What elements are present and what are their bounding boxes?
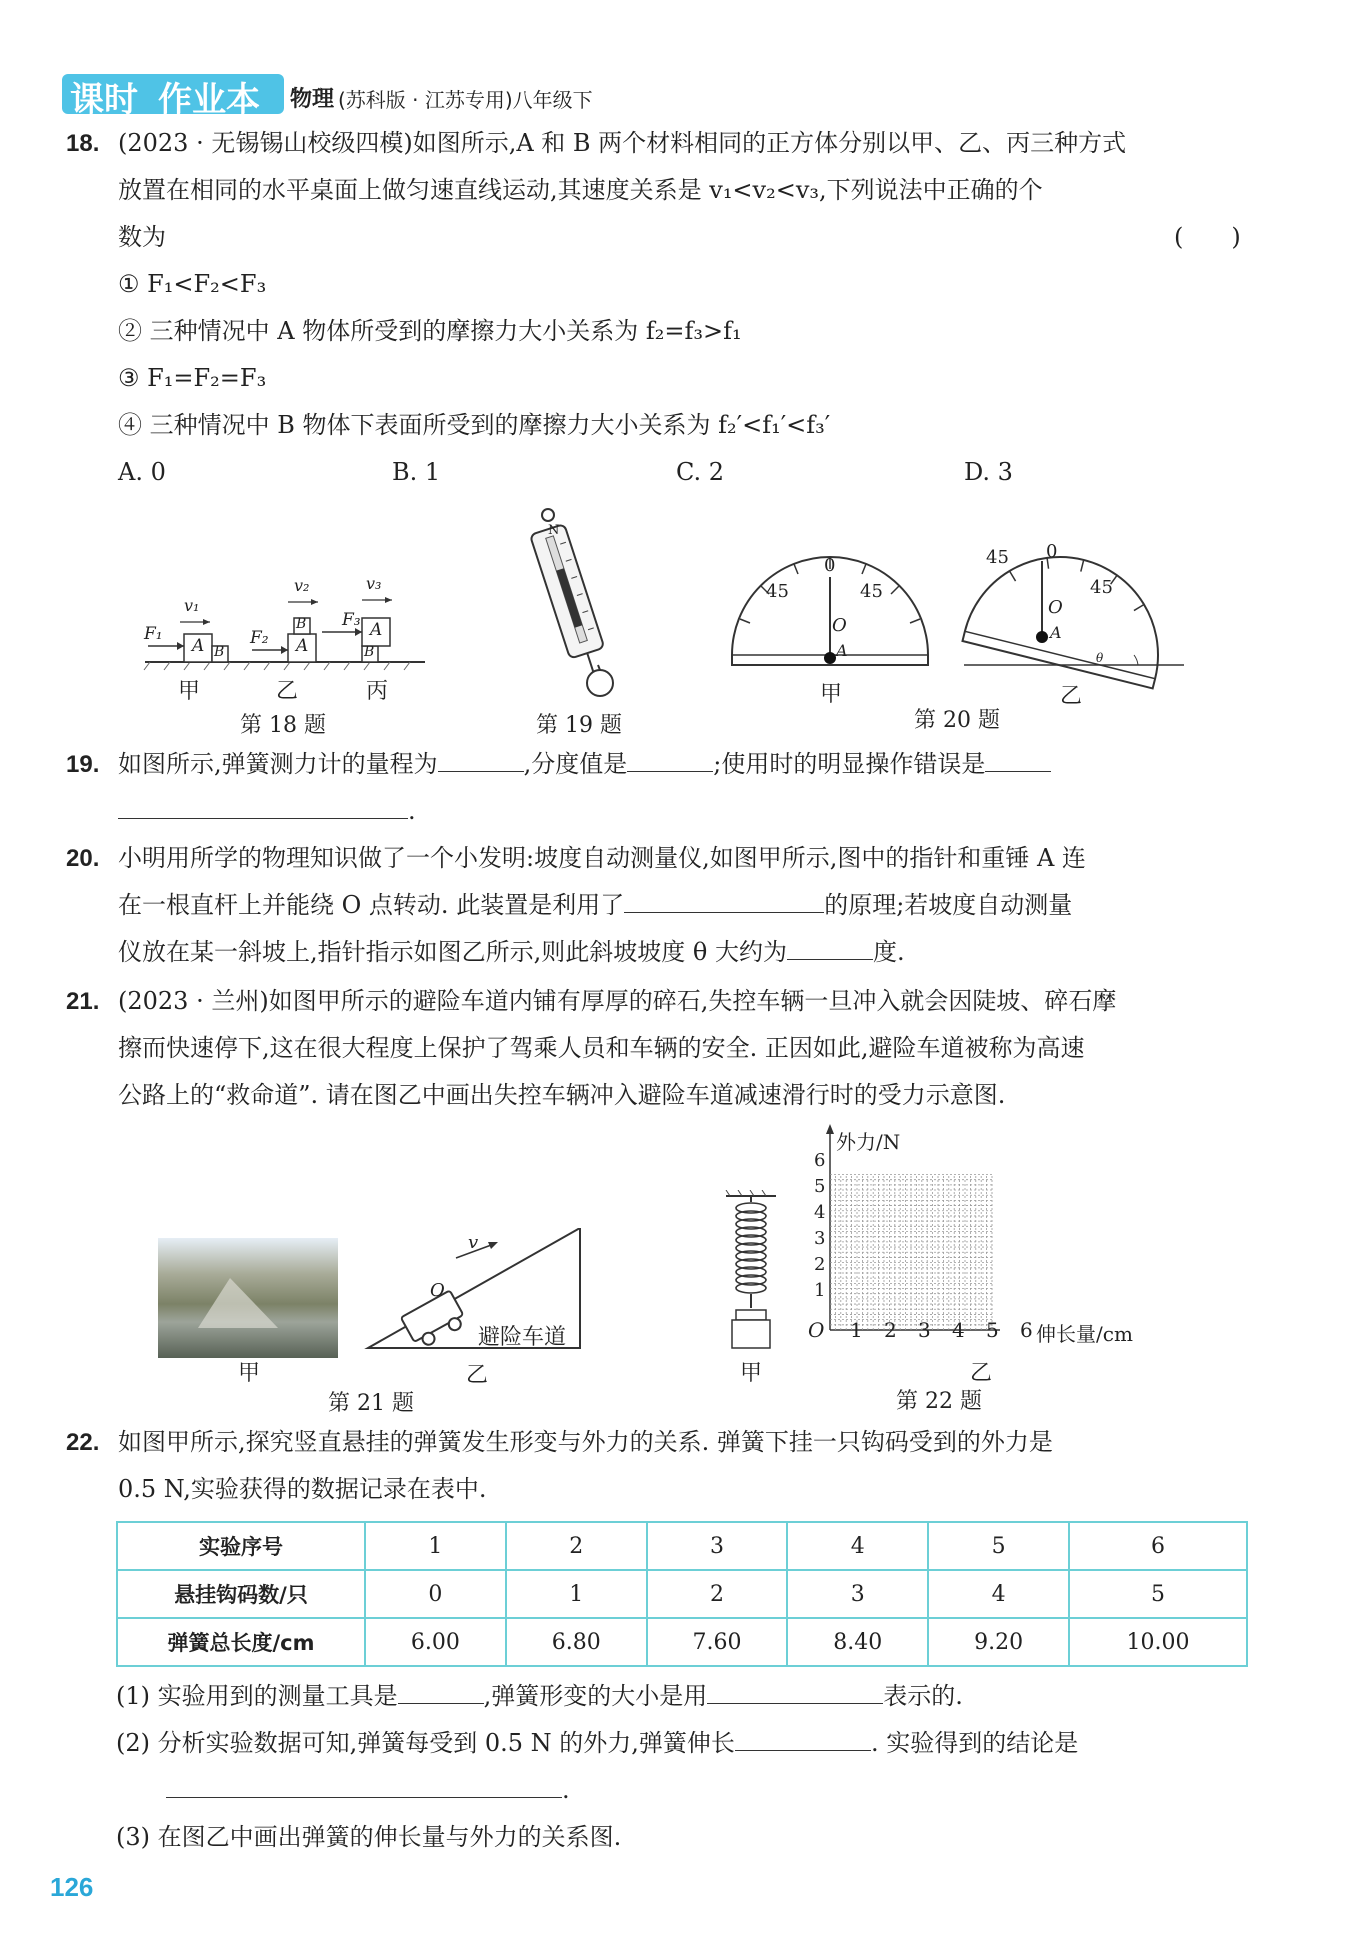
text-segment: 度. — [872, 938, 905, 966]
table-cell: 7.60 — [647, 1618, 788, 1666]
y-tick-label: 4 — [814, 1202, 826, 1223]
y-tick-label: 2 — [814, 1254, 826, 1275]
force-label-2: F₂ — [250, 628, 269, 648]
sub-label-jia: 甲 — [238, 1361, 261, 1386]
text-segment: (2) 分析实验数据可知,弹簧每受到 0.5 N 的外力,弹簧伸长 — [116, 1729, 735, 1757]
force-label-3: F₃ — [342, 610, 361, 630]
text-segment: (1) 实验用到的测量工具是 — [116, 1682, 398, 1710]
angle-45-right-2: 45 — [1090, 577, 1113, 598]
question-number: 21. — [66, 988, 100, 1015]
part-3: (3) 在图乙中画出弹簧的伸长量与外力的关系图. — [116, 1823, 622, 1851]
table-cell: 6.00 — [365, 1618, 506, 1666]
text-segment: 仪放在某一斜坡上,指针指示如图乙所示,则此斜坡坡度 θ 大约为 — [118, 938, 787, 966]
sub-label-jia: 甲 — [820, 682, 843, 707]
slope-meter-drawing — [728, 515, 1188, 695]
question-number: 20. — [66, 845, 100, 872]
theta-label: θ — [1096, 651, 1104, 665]
pivot-o-label-2: O — [1048, 597, 1063, 618]
sub-label-jia: 甲 — [740, 1361, 763, 1386]
origin-label: O — [808, 1318, 825, 1342]
question-text-line: 公路上的“救命道”. 请在图乙中画出失控车辆冲入避险车道减速滑行时的受力示意图. — [118, 1081, 1006, 1109]
table-cell: 5 — [928, 1522, 1069, 1570]
question-text-line — [118, 788, 416, 835]
block-a-3: A — [370, 620, 383, 640]
angle-45-left-2: 45 — [986, 547, 1009, 568]
question-22-parts — [116, 1673, 1266, 1861]
table-row — [117, 1570, 1247, 1618]
text-segment: . — [408, 797, 416, 825]
logo-text-2: 作业本 — [158, 80, 260, 120]
text-segment: 表示的. — [883, 1682, 963, 1710]
answer-blank-division[interactable] — [627, 745, 713, 772]
text-segment: ,分度值是 — [523, 750, 628, 778]
force-label-1: F₁ — [144, 624, 163, 644]
text-segment: . — [562, 1776, 570, 1804]
figure-caption: 第 18 题 — [240, 713, 326, 738]
angle-0-2: 0 — [1046, 541, 1058, 562]
figure-21 — [158, 1228, 598, 1418]
table-cell: 3 — [647, 1522, 788, 1570]
logo-text-1: 课时 — [70, 80, 138, 120]
statement-2: ② 三种情况中 A 物体所受到的摩擦力大小关系为 f₂=f₃>f₁ — [118, 317, 742, 345]
ramp-drawing — [364, 1228, 594, 1378]
angle-0: 0 — [824, 555, 836, 576]
sub-label-jia: 甲 — [178, 679, 201, 704]
table-cell: 5 — [1069, 1570, 1247, 1618]
figure-18 — [140, 570, 430, 740]
question-text-line: 0.5 N,实验获得的数据记录在表中. — [118, 1475, 487, 1503]
question-text-line: (2023 · 兰州)如图甲所示的避险车道内铺有厚厚的碎石,失控车辆一旦冲入就会因陡坡、碎石摩 — [118, 987, 1117, 1015]
question-text-line — [118, 882, 1072, 929]
table-cell: 4 — [787, 1522, 928, 1570]
question-number: 19. — [66, 751, 100, 778]
part-2 — [116, 1720, 1078, 1767]
text-segment: 在一根直杆上并能绕 O 点转动. 此装置是利用了 — [118, 891, 625, 919]
unit-n-label: N — [548, 523, 560, 538]
question-number: 22. — [66, 1429, 100, 1456]
answer-blank-error[interactable] — [985, 745, 1051, 772]
x-tick-label: 5 — [986, 1318, 999, 1342]
force-extension-graph — [800, 1120, 1200, 1390]
y-tick-label: 3 — [814, 1228, 826, 1249]
x-tick-label: 1 — [850, 1318, 863, 1342]
option-b[interactable]: B. 1 — [392, 458, 441, 486]
answer-blank-error-cont[interactable] — [118, 792, 408, 819]
table-cell: 2 — [506, 1522, 647, 1570]
table-cell: 8.40 — [787, 1618, 928, 1666]
text-segment: ,弹簧形变的大小是用 — [483, 1682, 708, 1710]
text-segment: ;使用时的明显操作错误是 — [713, 750, 986, 778]
part-2-cont — [166, 1767, 570, 1814]
y-tick-label: 1 — [814, 1280, 826, 1301]
spring-scale-drawing — [520, 505, 640, 705]
velocity-label-1: v₁ — [184, 596, 200, 615]
velocity-label-3: v₃ — [366, 574, 382, 593]
question-text-line: 数为 — [118, 223, 166, 251]
option-a[interactable]: A. 0 — [118, 458, 166, 486]
data-table — [116, 1521, 1248, 1667]
table-cell: 2 — [647, 1570, 788, 1618]
table-cell: 6 — [1069, 1522, 1247, 1570]
statement-3: ③ F₁=F₂=F₃ — [118, 364, 267, 392]
escape-lane-label: 避险车道 — [478, 1325, 567, 1350]
block-b-3: B — [364, 644, 375, 660]
table-cell: 10.00 — [1069, 1618, 1247, 1666]
question-text — [118, 741, 1051, 788]
sub-label-yi: 乙 — [466, 1363, 489, 1388]
answer-blank-angle[interactable] — [787, 933, 873, 960]
x-tick-label: 2 — [884, 1318, 897, 1342]
x-tick-label: 6 — [1020, 1318, 1033, 1342]
angle-45-left: 45 — [766, 581, 789, 602]
table-cell: 6.80 — [506, 1618, 647, 1666]
block-b-2: B — [296, 616, 307, 632]
y-axis-label: 外力/N — [836, 1130, 901, 1154]
option-d[interactable]: D. 3 — [964, 458, 1013, 486]
table-row — [117, 1522, 1247, 1570]
figure-caption: 第 20 题 — [914, 708, 1000, 733]
figure-18-drawing — [140, 570, 430, 690]
velocity-v-label: v — [468, 1232, 479, 1253]
table-cell: 1 — [365, 1522, 506, 1570]
sub-label-yi: 乙 — [276, 679, 299, 704]
weight-a-label: A — [836, 641, 848, 660]
answer-blank-extension[interactable] — [735, 1724, 871, 1751]
figure-20 — [728, 515, 1188, 740]
question-21 — [66, 978, 1266, 1119]
figure-caption: 第 19 题 — [536, 713, 622, 738]
y-tick-label: 6 — [814, 1150, 826, 1171]
text-segment: . 实验得到的结论是 — [870, 1729, 1079, 1757]
row-header: 悬挂钩码数/只 — [117, 1570, 365, 1618]
block-b-1: B — [214, 644, 225, 660]
question-text-line: 放置在相同的水平桌面上做匀速直线运动,其速度关系是 v₁<v₂<v₃,下列说法中正确的个 — [118, 176, 1043, 204]
angle-45-right: 45 — [860, 581, 883, 602]
spring-drawing — [720, 1190, 780, 1370]
x-tick-label: 4 — [952, 1318, 965, 1342]
center-o-label: O — [430, 1280, 445, 1301]
question-22 — [66, 1419, 1266, 1513]
answer-blank-deformation[interactable] — [707, 1677, 883, 1704]
figure-19 — [520, 505, 640, 740]
header-subject: 物理 — [290, 87, 335, 112]
pivot-o-label: O — [832, 615, 847, 636]
text-segment: 的原理;若坡度自动测量 — [824, 891, 1073, 919]
question-text-line: 如图甲所示,探究竖直悬挂的弹簧发生形变与外力的关系. 弹簧下挂一只钩码受到的外力是 — [118, 1428, 1053, 1456]
x-axis-label: 伸长量/cm — [1036, 1322, 1133, 1346]
statement-1: ① F₁<F₂<F₃ — [118, 270, 267, 298]
answer-blank-range[interactable] — [438, 745, 524, 772]
sub-label-bing: 丙 — [366, 679, 389, 704]
page-number: 126 — [50, 1872, 94, 1902]
question-text-line — [118, 929, 905, 976]
table-cell: 9.20 — [928, 1618, 1069, 1666]
answer-blank-principle[interactable] — [624, 886, 824, 913]
figure-22 — [720, 1120, 1200, 1420]
y-tick-label: 5 — [814, 1176, 826, 1197]
answer-blank-conclusion[interactable] — [166, 1771, 562, 1798]
answer-paren[interactable]: ( ) — [1174, 223, 1241, 251]
figure-caption: 第 22 题 — [896, 1389, 982, 1414]
question-number: 18. — [66, 130, 100, 157]
question-text-line: (2023 · 无锡锡山校级四模)如图所示,A 和 B 两个材料相同的正方体分别以甲、乙、丙三种方式 — [118, 129, 1127, 157]
photo-escape-lane — [158, 1238, 338, 1358]
question-19 — [66, 741, 1266, 835]
question-20 — [66, 835, 1266, 976]
table-cell: 4 — [928, 1570, 1069, 1618]
block-a-1: A — [192, 636, 205, 656]
text-segment: 如图所示,弹簧测力计的量程为 — [118, 750, 438, 778]
question-text-line: 擦而快速停下,这在很大程度上保护了驾乘人员和车辆的安全. 正因如此,避险车道被称为高速 — [118, 1034, 1085, 1062]
table-cell: 3 — [787, 1570, 928, 1618]
table-row — [117, 1618, 1247, 1666]
question-text-line: 小明用所学的物理知识做了一个小发明:坡度自动测量仪,如图甲所示,图中的指针和重锤 A 连 — [118, 844, 1086, 872]
row-header: 实验序号 — [117, 1522, 365, 1570]
header — [62, 72, 762, 120]
figure-caption: 第 21 题 — [328, 1391, 414, 1416]
answer-blank-tool[interactable] — [398, 1677, 484, 1704]
table-cell: 1 — [506, 1570, 647, 1618]
velocity-label-2: v₂ — [294, 576, 310, 595]
sub-label-yi: 乙 — [1060, 684, 1083, 709]
block-a-2: A — [296, 636, 309, 656]
part-1 — [116, 1673, 963, 1720]
weight-a-label-2: A — [1050, 623, 1062, 642]
row-header: 弹簧总长度/cm — [117, 1618, 365, 1666]
x-tick-label: 3 — [918, 1318, 931, 1342]
option-c[interactable]: C. 2 — [676, 458, 725, 486]
statement-4: ④ 三种情况中 B 物体下表面所受到的摩擦力大小关系为 f₂′<f₁′<f₃′ — [118, 411, 831, 439]
header-edition: (苏科版 · 江苏专用)八年级下 — [338, 88, 593, 112]
sub-label-yi: 乙 — [970, 1361, 993, 1386]
table-cell: 0 — [365, 1570, 506, 1618]
